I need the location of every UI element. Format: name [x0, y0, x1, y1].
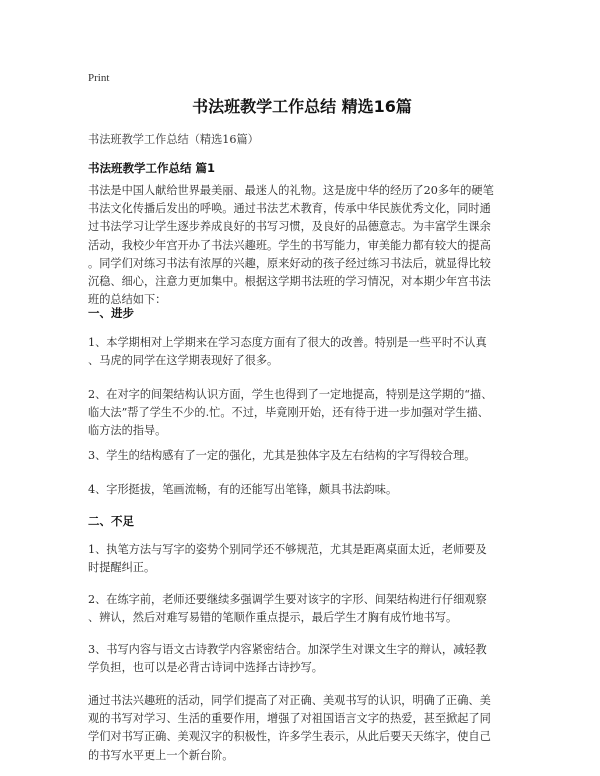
- conclusion-paragraph: [88, 692, 516, 765]
- paragraph-line: 沉稳、细心，注意力更加集中。根据这学期书法班的学习情况，对本期少年宫书法: [88, 274, 491, 288]
- progress-item-3: [88, 447, 516, 465]
- progress-heading: 一、进步: [88, 306, 134, 320]
- paragraph-line: 临方法的指导。: [88, 424, 167, 438]
- paragraph-line: 书法是中国人献给世界最美丽、最迷人的礼物。这是庞中华的经历了20多年的硬笔: [88, 184, 494, 197]
- paragraph-line: 3、学生的结构感有了一定的强化，尤其是独体字及左右结构的字写得较合理。: [88, 449, 476, 462]
- shortcomings-heading: 二、不足: [88, 514, 134, 528]
- paragraph-line: 1、执笔方法与写字的姿势个别同学还不够规范，尤其是距离桌面太近，老师要及: [88, 543, 487, 556]
- paragraph-line: 通过书法兴趣班的活动，同学们提高了对正确、美观书写的认识，明确了正确、美: [88, 694, 491, 707]
- paragraph-line: 4、字形挺拔，笔画流畅，有的还能写出笔锋，颇具书法韵味。: [88, 483, 398, 496]
- shortcoming-item-3: [88, 641, 516, 677]
- paragraph-line: 1、本学期相对上学期来在学习态度方面有了很大的改善。特别是一些平时不认真: [88, 336, 487, 349]
- paragraph-line: 2、在练字前，老师还要继续多强调学生要对该字的字形、间架结构进行仔细观察: [88, 593, 487, 606]
- progress-item-1: [88, 334, 516, 370]
- paragraph-line: 的书写水平更上一个新台阶。: [88, 748, 234, 762]
- paragraph-line: 过书法学习让学生逐步养成良好的书写习惯，及良好的品德意志。为丰富学生课余: [88, 220, 491, 234]
- paragraph-line: 、马虎的同学在这学期表现好了很多。: [88, 354, 279, 368]
- paragraph-line: 学负担，也可以是必背古诗词中选择古诗抄写。: [88, 661, 323, 675]
- paragraph-line: 班的总结如下：: [88, 293, 167, 307]
- paragraph-line: 2、在对字的间架结构认识方面，学生也得到了一定地提高，特别是这学期的“描、: [88, 388, 493, 401]
- intro-paragraph: [88, 182, 516, 309]
- paragraph-line: 临大法”帮了学生不少的.忙。不过，毕竟刚开始，还有待于进一步加强对学生描、: [88, 406, 489, 420]
- shortcoming-item-1: [88, 541, 516, 577]
- print-link[interactable]: Print: [88, 72, 110, 84]
- document-title: 书法班教学工作总结 精选16篇: [192, 97, 412, 116]
- paragraph-line: 、辨认，然后对难写易错的笔顺作重点提示，最后学生才胸有成竹地书写。: [88, 611, 458, 625]
- paragraph-line: 书法文化传播后发出的呼唤。通过书法艺术教育，传承中华民族优秀文化，同时通: [88, 202, 491, 216]
- paragraph-line: 时提醒纠正。: [88, 561, 156, 575]
- document-subtitle: 书法班教学工作总结（精选16篇）: [88, 133, 259, 146]
- paragraph-line: 活动，我校少年宫开办了书法兴趣班。学生的书写能力，审美能力都有较大的提高: [88, 238, 491, 252]
- paragraph-line: 学们对书写正确、美观汉字的积极性，许多学生表示，从此后要天天练字，使自己: [88, 730, 491, 744]
- paragraph-line: 3、书写内容与语文古诗教学内容紧密结合。加深学生对课文生字的辩认，减轻教: [88, 643, 487, 656]
- paragraph-line: 。同学们对练习书法有浓厚的兴趣，原来好动的孩子经过练习书法后，就显得比较: [88, 256, 491, 270]
- progress-item-2: [88, 386, 516, 441]
- section-heading: 书法班教学工作总结 篇1: [88, 161, 216, 175]
- shortcoming-item-2: [88, 591, 516, 627]
- paragraph-line: 观的书写对学习、生活的重要作用，增强了对祖国语言文字的热爱，甚至掀起了同: [88, 712, 491, 726]
- progress-item-4: [88, 481, 516, 499]
